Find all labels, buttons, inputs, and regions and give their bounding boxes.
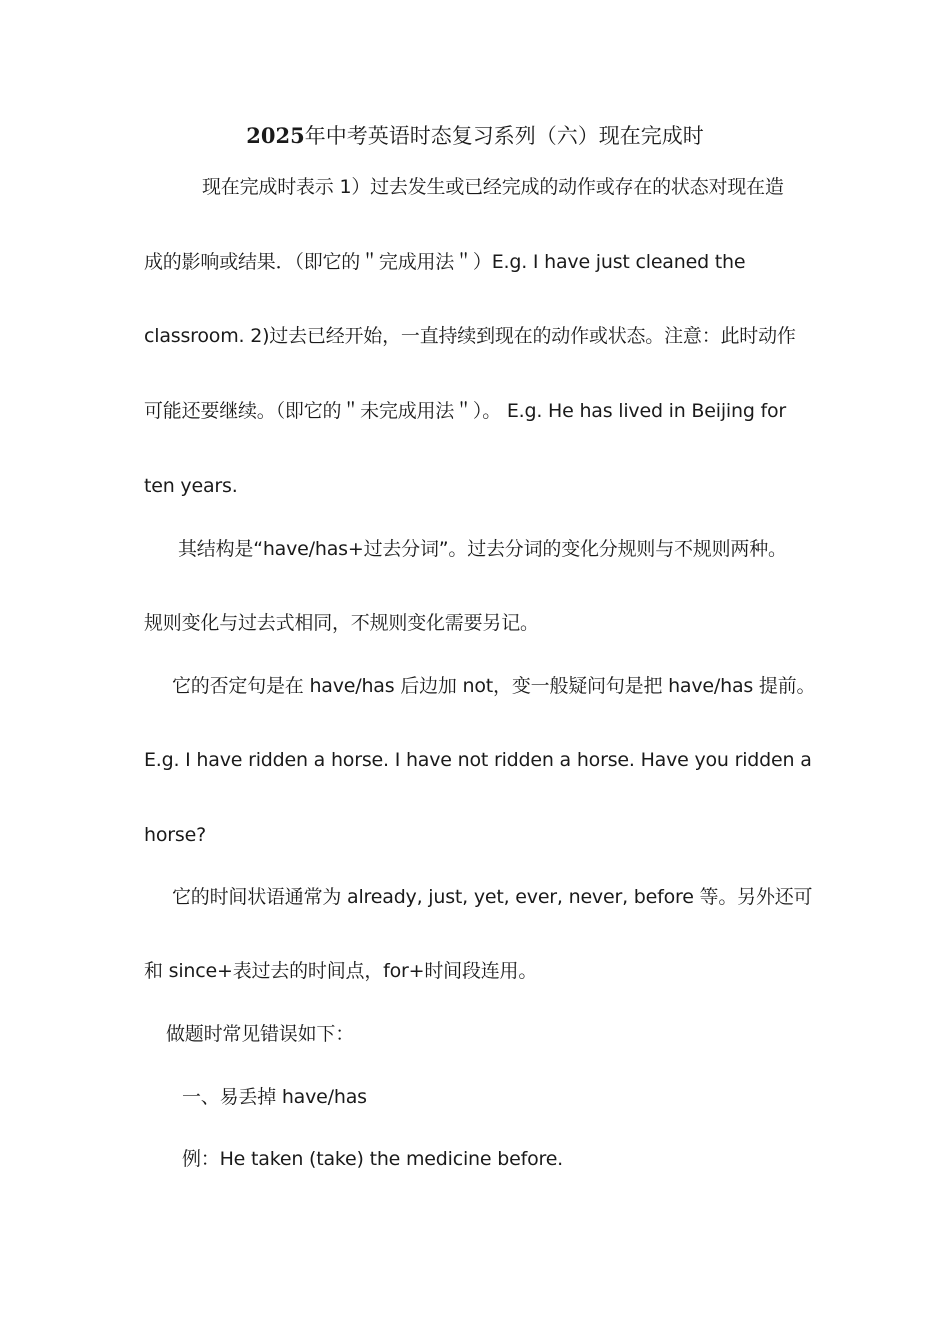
- example-line: 例：He taken (take) the medicine before.: [182, 1148, 564, 1170]
- paragraph-line: horse?: [144, 824, 206, 846]
- section-intro: 做题时常见错误如下：: [166, 1023, 355, 1045]
- paragraph-line: 成的影响或结果．（即它的＂完成用法＂）E.g. I have just cleaned the: [144, 251, 746, 273]
- document-title: [0, 122, 950, 150]
- paragraph-line: 它的时间状语通常为 already, just, yet, ever, never, before 等。另外还可: [172, 886, 813, 908]
- title-year: 2025: [246, 123, 305, 148]
- paragraph-line: classroom. 2)过去已经开始，一直持续到现在的动作或状态。注意：此时动作: [144, 325, 796, 347]
- paragraph-line: 规则变化与过去式相同，不规则变化需要另记。: [144, 612, 539, 634]
- paragraph-line: 其结构是“have/has+过去分词”。过去分词的变化分规则与不规则两种。: [178, 538, 787, 560]
- paragraph-line: 可能还要继续。（即它的＂未完成用法＂）。 E.g. He has lived in Beijing for: [144, 400, 787, 422]
- paragraph-line: E.g. I have ridden a horse. I have not ridden a horse. Have you ridden a: [144, 749, 812, 771]
- paragraph-line: 和 since+表过去的时间点，for+时间段连用。: [144, 960, 538, 982]
- paragraph-line: 现在完成时表示 1）过去发生或已经完成的动作或存在的状态对现在造: [202, 176, 784, 198]
- paragraph-line: ten years.: [144, 475, 238, 497]
- paragraph-line: 它的否定句是在 have/has 后边加 not，变一般疑问句是把 have/has 提前。: [172, 675, 816, 697]
- title-text: 年中考英语时态复习系列（六）现在完成时: [304, 124, 704, 148]
- section-heading: 一、易丢掉 have/has: [182, 1086, 367, 1108]
